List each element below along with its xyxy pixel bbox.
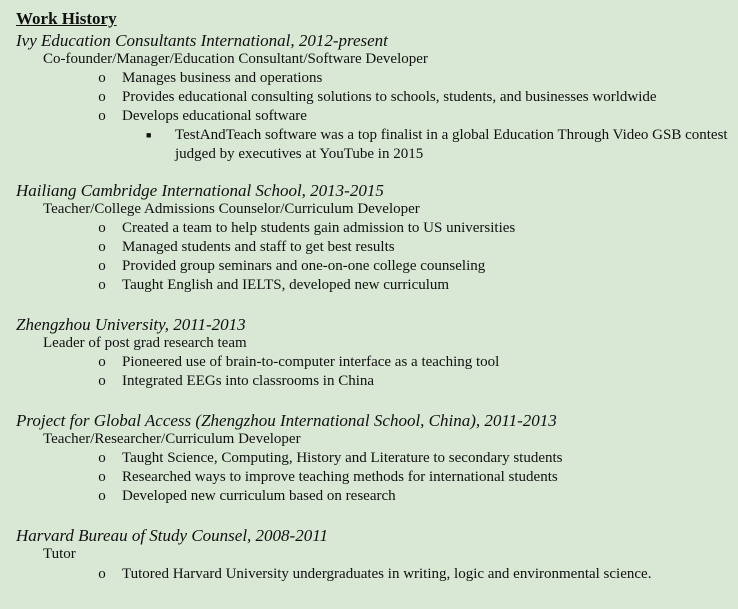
bullet-text: Manages business and operations [122,70,323,86]
organization-title: Zhengzhou University, 2011-2013 [16,315,246,334]
bullet-text: Provides educational consulting solutions to schools, students, and businesses worldwide [122,89,657,105]
role-title: Tutor [43,546,76,562]
list-item [0,468,738,487]
bullet-list [0,449,738,506]
list-item [0,69,738,88]
bullet-list [0,219,738,295]
bullet-text: Pioneered use of brain-to-computer interface as a teaching tool [122,354,500,370]
bullet-marker: o [98,450,106,466]
section-heading: Work History [16,9,117,28]
organization-title: Project for Global Access (Zhengzhou International School, China), 2011-2013 [16,411,557,430]
bullet-marker: o [98,373,106,389]
role-title: Leader of post grad research team [43,335,247,351]
list-item [0,107,738,126]
bullet-text: Researched ways to improve teaching methods for international students [122,469,558,485]
bullet-marker: o [98,108,106,124]
bullet-list [0,565,738,584]
organization-title: Harvard Bureau of Study Counsel, 2008-2011 [16,526,328,545]
bullet-text: Tutored Harvard University undergraduates in writing, logic and environmental science. [122,566,652,582]
bullet-marker: o [98,239,106,255]
bullet-text: Provided group seminars and one-on-one college counseling [122,258,486,274]
list-item [0,353,738,372]
list-item [0,565,738,584]
bullet-marker: o [98,566,106,582]
bullet-marker: o [98,258,106,274]
sub-list-item [0,126,738,164]
bullet-marker: o [98,70,106,86]
organization-title: Hailiang Cambridge International School, 2013-2015 [16,181,384,200]
bullet-marker: o [98,488,106,504]
bullet-list [0,69,738,164]
bullet-marker: o [98,354,106,370]
role-title: Co-founder/Manager/Education Consultant/Software Developer [43,51,428,67]
bullet-marker: o [98,277,106,293]
list-item [0,257,738,276]
list-item [0,449,738,468]
list-item [0,219,738,238]
list-item [0,487,738,506]
bullet-text: Taught Science, Computing, History and Literature to secondary students [122,450,563,466]
bullet-list [0,353,738,391]
list-item [0,238,738,257]
bullet-text: Managed students and staff to get best results [122,239,395,255]
role-title: Teacher/College Admissions Counselor/Curriculum Developer [43,201,420,217]
list-item [0,88,738,107]
bullet-marker: o [98,220,106,236]
bullet-marker: o [98,469,106,485]
sub-bullet-text: TestAndTeach software was a top finalist in a global Education Through Video GSB contest judged by executives at YouTube in 2015 [175,127,728,162]
bullet-text: Develops educational software [122,108,307,124]
bullet-text: Developed new curriculum based on research [122,488,396,504]
list-item [0,276,738,295]
bullet-text: Created a team to help students gain admission to US universities [122,220,516,236]
list-item [0,372,738,391]
square-bullet-marker: ■ [146,130,152,140]
bullet-marker: o [98,89,106,105]
bullet-text: Taught English and IELTS, developed new curriculum [122,277,450,293]
role-title: Teacher/Researcher/Curriculum Developer [43,431,301,447]
organization-title: Ivy Education Consultants International, 2012-present [16,31,388,50]
bullet-text: Integrated EEGs into classrooms in China [122,373,375,389]
